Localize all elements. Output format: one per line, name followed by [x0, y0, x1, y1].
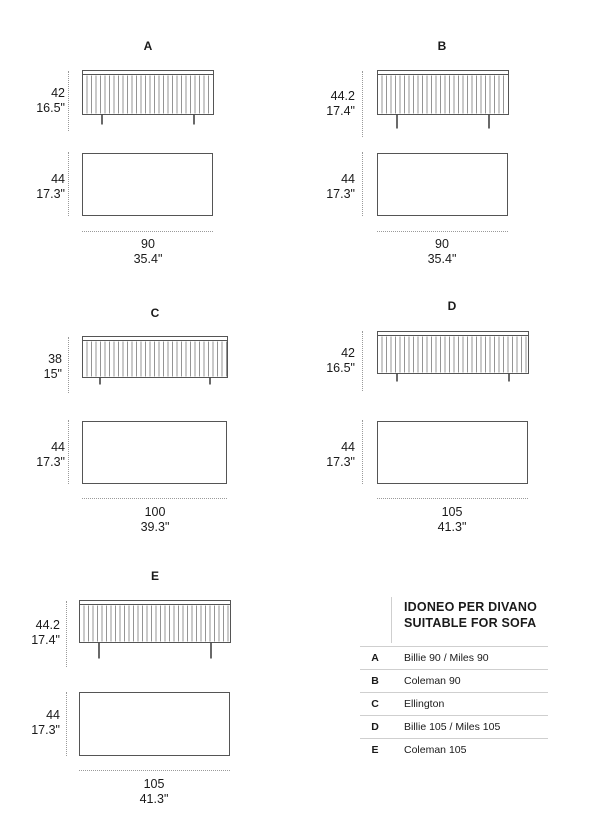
- height-in: 17.4": [31, 633, 60, 647]
- cabinet-body: [83, 75, 214, 115]
- depth-cm: 44: [341, 440, 355, 454]
- height-cm: 42: [51, 86, 65, 100]
- height-cm: 44.2: [330, 89, 355, 103]
- table-row: [360, 692, 548, 715]
- front-view: [82, 70, 214, 134]
- table-row-value: Billie 90 / Miles 90: [404, 652, 489, 664]
- height-guide: [362, 71, 363, 137]
- cabinet-body: [378, 75, 509, 115]
- unit-letter: D: [447, 299, 457, 313]
- table-row-key: A: [371, 652, 379, 664]
- height-dimension: [305, 89, 355, 119]
- cabinet-top: [83, 71, 214, 75]
- depth-in: 17.3": [326, 455, 355, 469]
- depth-guide: [68, 152, 69, 216]
- table-row-value: Ellington: [404, 698, 445, 710]
- front-view: [82, 336, 228, 392]
- table-row-key: D: [371, 721, 379, 733]
- height-guide: [362, 331, 363, 391]
- height-guide: [68, 337, 69, 393]
- height-guide: [66, 601, 67, 667]
- depth-dimension: [15, 172, 65, 202]
- table-body: [360, 646, 548, 761]
- top-view: [377, 153, 508, 216]
- width-in: 39.3": [140, 520, 170, 534]
- width-dimension: [412, 505, 492, 535]
- table-heading-en: SUITABLE FOR SOFA: [404, 616, 537, 630]
- width-dimension: [115, 505, 195, 535]
- top-view: [82, 421, 227, 484]
- table-row-value: Coleman 90: [404, 675, 461, 687]
- depth-in: 17.3": [36, 187, 65, 201]
- depth-guide: [68, 420, 69, 484]
- unit-letter: A: [143, 39, 153, 53]
- depth-dimension: [305, 440, 355, 470]
- depth-dimension: [10, 708, 60, 738]
- unit-letter: E: [150, 569, 159, 583]
- height-in: 16.5": [36, 101, 65, 115]
- width-guide: [82, 498, 227, 499]
- depth-cm: 44: [341, 172, 355, 186]
- table-heading-it: IDONEO PER DIVANO: [404, 600, 538, 614]
- top-view: [377, 421, 528, 484]
- height-dimension: [12, 352, 62, 382]
- width-in: 41.3": [437, 520, 467, 534]
- table-row-value: Billie 105 / Miles 105: [404, 721, 501, 733]
- cabinet-top: [83, 337, 228, 341]
- table-row-key: B: [371, 675, 379, 687]
- width-guide: [377, 498, 528, 499]
- table-row: [360, 646, 548, 669]
- depth-in: 17.3": [36, 455, 65, 469]
- width-cm: 100: [144, 505, 166, 519]
- depth-in: 17.3": [326, 187, 355, 201]
- front-view: [377, 331, 529, 393]
- top-view: [82, 153, 213, 216]
- width-cm: 105: [143, 777, 165, 791]
- width-dimension: [402, 237, 482, 267]
- table-row: [360, 669, 548, 692]
- width-in: 41.3": [139, 792, 169, 806]
- top-view: [79, 692, 230, 756]
- height-dimension: [305, 346, 355, 376]
- table-row-key: C: [371, 698, 379, 710]
- width-cm: 90: [141, 237, 155, 251]
- depth-in: 17.3": [31, 723, 60, 737]
- table-heading: [404, 599, 537, 631]
- cabinet-top: [80, 601, 231, 605]
- width-guide: [82, 231, 213, 232]
- height-cm: 42: [341, 346, 355, 360]
- height-in: 15": [43, 367, 62, 381]
- depth-dimension: [305, 172, 355, 202]
- table-row-value: Coleman 105: [404, 744, 467, 756]
- unit-letter: B: [437, 39, 447, 53]
- table-row-key: E: [371, 744, 379, 756]
- depth-guide: [66, 692, 67, 756]
- width-in: 35.4": [427, 252, 457, 266]
- cabinet-body: [83, 341, 228, 378]
- height-cm: 44.2: [35, 618, 60, 632]
- table-header-divider: [391, 597, 392, 643]
- height-guide: [68, 71, 69, 131]
- depth-dimension: [15, 440, 65, 470]
- height-cm: 38: [48, 352, 62, 366]
- front-view: [79, 600, 231, 668]
- front-view: [377, 70, 509, 138]
- width-dimension: [108, 237, 188, 267]
- width-guide: [377, 231, 508, 232]
- width-cm: 90: [435, 237, 449, 251]
- height-in: 17.4": [326, 104, 355, 118]
- table-row: [360, 715, 548, 738]
- depth-guide: [362, 152, 363, 216]
- height-dimension: [15, 86, 65, 116]
- depth-cm: 44: [51, 440, 65, 454]
- width-guide: [79, 770, 230, 771]
- table-row: [360, 738, 548, 761]
- width-dimension: [114, 777, 194, 807]
- depth-guide: [362, 420, 363, 484]
- depth-cm: 44: [51, 172, 65, 186]
- width-in: 35.4": [133, 252, 163, 266]
- height-in: 16.5": [326, 361, 355, 375]
- unit-letter: C: [150, 306, 160, 320]
- height-dimension: [10, 618, 60, 648]
- depth-cm: 44: [46, 708, 60, 722]
- width-cm: 105: [441, 505, 463, 519]
- cabinet-top: [378, 71, 509, 75]
- cabinet-top: [378, 332, 529, 336]
